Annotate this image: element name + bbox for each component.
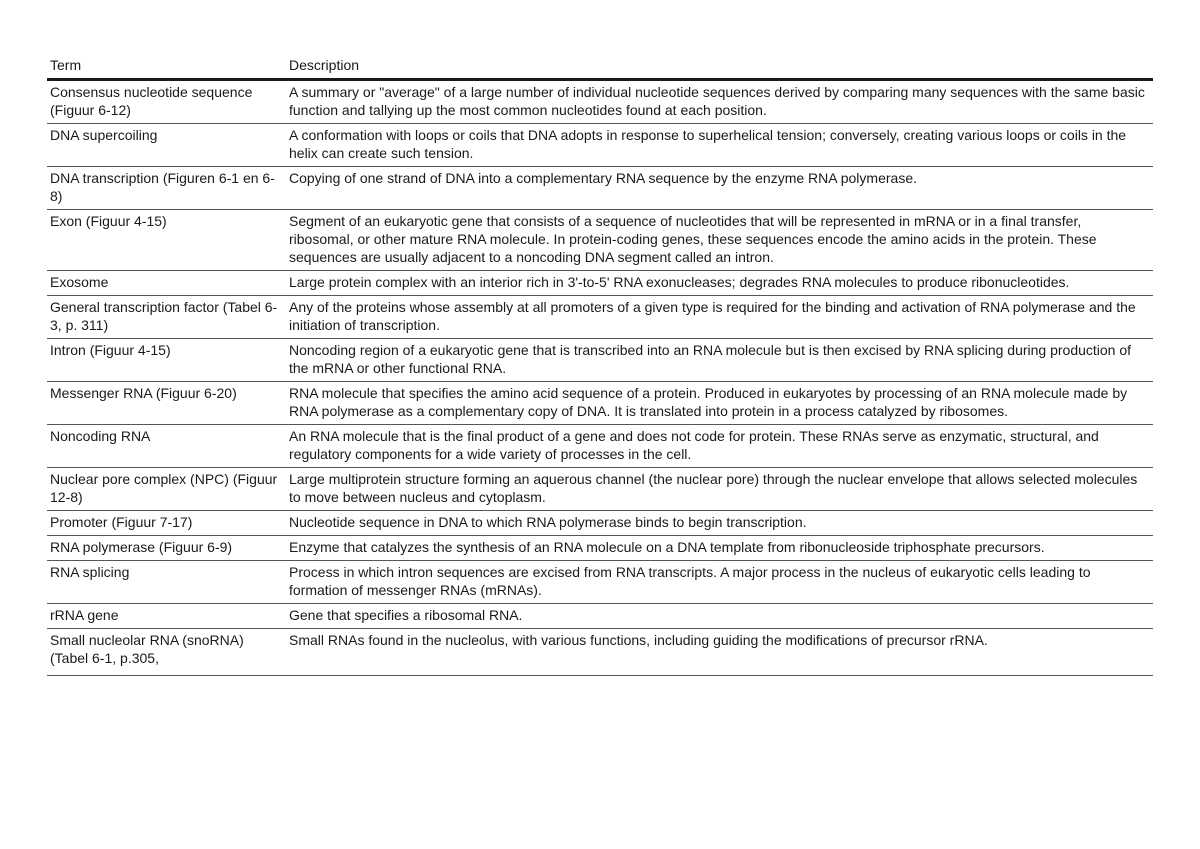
description-cell: Segment of an eukaryotic gene that consists of a sequence of nucleotides that will be represented in mRNA or in a final transfer, ribosomal, or other mature RNA molecule. In protein-coding genes, these sequences encode the amino acids in the protein. These sequences are usually adjacent to a noncoding DNA segment called an intron. xyxy=(286,210,1153,271)
table-header xyxy=(47,52,1153,80)
table-row xyxy=(47,468,1153,511)
glossary-table xyxy=(47,52,1153,676)
description-cell: Noncoding region of a eukaryotic gene that is transcribed into an RNA molecule but is then excised by RNA splicing during production of the mRNA or other functional RNA. xyxy=(286,339,1153,382)
table-row xyxy=(47,604,1153,629)
term-cell: General transcription factor (Tabel 6-3, p. 311) xyxy=(47,296,286,339)
description-cell-text: Small RNAs found in the nucleolus, with various functions, including guiding the modifications of precursor rRNA. xyxy=(289,632,988,648)
term-cell: DNA transcription (Figuren 6-1 en 6-8) xyxy=(47,167,286,210)
table-body xyxy=(47,80,1153,676)
term-cell: Exosome xyxy=(47,271,286,296)
description-cell: Gene that specifies a ribosomal RNA. xyxy=(286,604,1153,629)
description-cell: Process in which intron sequences are excised from RNA transcripts. A major process in the nucleus of eukaryotic cells leading to formation of messenger RNAs (mRNAs). xyxy=(286,561,1153,604)
description-cell: Nucleotide sequence in DNA to which RNA polymerase binds to begin transcription. xyxy=(286,511,1153,536)
description-cell xyxy=(286,629,1153,676)
description-cell: Copying of one strand of DNA into a complementary RNA sequence by the enzyme RNA polymerase. xyxy=(286,167,1153,210)
term-cell: Messenger RNA (Figuur 6-20) xyxy=(47,382,286,425)
description-cell: RNA molecule that specifies the amino acid sequence of a protein. Produced in eukaryotes by processing of an RNA molecule made by RNA polymerase as a complementary copy of DNA. It is translated into protein in a process catalyzed by ribosomes. xyxy=(286,382,1153,425)
table-row xyxy=(47,561,1153,604)
description-cell: A conformation with loops or coils that DNA adopts in response to superhelical tension; conversely, creating various loops or coils in the helix can create such tension. xyxy=(286,124,1153,167)
term-cell: Noncoding RNA xyxy=(47,425,286,468)
description-cell: A summary or "average" of a large number of individual nucleotide sequences derived by comparing many sequences with the same basic function and tallying up the most common nucleotides found at each position. xyxy=(286,80,1153,124)
header-description: Description xyxy=(286,52,1153,80)
term-cell: DNA supercoiling xyxy=(47,124,286,167)
description-cell: Any of the proteins whose assembly at all promoters of a given type is required for the binding and activation of RNA polymerase and the initiation of transcription. xyxy=(286,296,1153,339)
term-cell: Consensus nucleotide sequence (Figuur 6-12) xyxy=(47,80,286,124)
table-row xyxy=(47,271,1153,296)
term-cell: Promoter (Figuur 7-17) xyxy=(47,511,286,536)
table-row xyxy=(47,210,1153,271)
term-cell: Nuclear pore complex (NPC) (Figuur 12-8) xyxy=(47,468,286,511)
description-cell: An RNA molecule that is the final product of a gene and does not code for protein. These RNAs serve as enzymatic, structural, and regulatory components for a wide variety of processes in the cell. xyxy=(286,425,1153,468)
table-row xyxy=(47,629,1153,676)
header-term: Term xyxy=(47,52,286,80)
table-row xyxy=(47,536,1153,561)
table-row xyxy=(47,124,1153,167)
table-row xyxy=(47,425,1153,468)
table-row xyxy=(47,511,1153,536)
document-page xyxy=(47,52,1153,676)
term-cell: RNA splicing xyxy=(47,561,286,604)
description-cell: Large protein complex with an interior rich in 3'-to-5' RNA exonucleases; degrades RNA molecules to produce ribonucleotides. xyxy=(286,271,1153,296)
description-cell: Enzyme that catalyzes the synthesis of an RNA molecule on a DNA template from ribonucleoside triphosphate precursors. xyxy=(286,536,1153,561)
table-row xyxy=(47,80,1153,124)
term-cell: RNA polymerase (Figuur 6-9) xyxy=(47,536,286,561)
term-cell xyxy=(47,629,286,676)
table-row xyxy=(47,382,1153,425)
term-cell: rRNA gene xyxy=(47,604,286,629)
term-cell: Exon (Figuur 4-15) xyxy=(47,210,286,271)
table-row xyxy=(47,339,1153,382)
table-row xyxy=(47,167,1153,210)
table-row xyxy=(47,296,1153,339)
term-cell-text: Small nucleolar RNA (snoRNA) (Tabel 6-1, p.305, xyxy=(50,632,244,666)
term-cell: Intron (Figuur 4-15) xyxy=(47,339,286,382)
description-cell: Large multiprotein structure forming an aquerous channel (the nuclear pore) through the nuclear envelope that allows selected molecules to move between nucleus and cytoplasm. xyxy=(286,468,1153,511)
header-row xyxy=(47,52,1153,80)
